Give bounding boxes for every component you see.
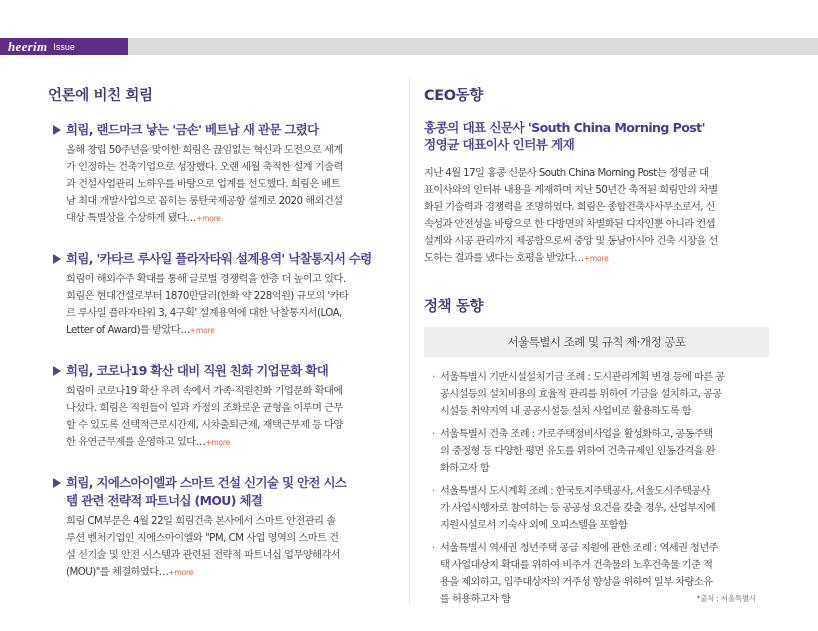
text-line: 지난 4월 17일 홍콩 신문사 South China Morning Post는 정영균 대 (424, 168, 709, 179)
policy-item: · 서울특별시 도시계획 조례 : 한국토지주택공사, 서울도시주택공사 가 사업시행자로 참여하는 등 공공성 요건을 갖출 경우, 산업부지에 지원시설로서 기숙사 외에 오피스텔을 포함함 (424, 483, 769, 534)
text-line: 설계와 시공 관리까지 제공함으로써 중앙 및 동남아시아 건축 시장을 선 (424, 236, 718, 247)
brand-label (0, 38, 128, 55)
text-line: 가 인정하는 건축기업으로 성장했다. 오랜 세월 축적한 설계 기술력 (66, 162, 343, 173)
ceo-article (424, 119, 769, 267)
text-line: 한 유연근무제를 운영하고 있다…+more (66, 437, 231, 448)
more-link[interactable]: +more (205, 438, 231, 447)
policy-list (424, 369, 769, 608)
brand-sub: Issue (53, 41, 75, 52)
bullet-icon: · (432, 543, 435, 554)
bullet-icon: · (432, 429, 435, 440)
article-title[interactable]: 희림, 지에스아이엘과 스마트 건설 신기술 및 안전 시스 템 관련 전략적 파트너십 (MOU) 체결 (66, 475, 347, 508)
section-title-policy: 정책 동향 (424, 299, 484, 315)
text-line: 희림 CM부문은 4월 22일 희림건축 본사에서 스마트 안전관리 솔 (66, 516, 336, 527)
article-title[interactable]: 희림, 코로나19 확산 대비 직원 친화 기업문화 확대 (66, 363, 329, 378)
text-line: 남 최대 개발사업으로 꼽히는 롱탄국제공항 설계로 2020 해외건설 (66, 196, 343, 207)
text-line: 루션 벤처기업인 지에스아이엘와 "PM, CM 사업 영역의 스마트 건 (66, 533, 339, 544)
text-line: 설 신기술 및 안전 시스템과 관련된 전략적 파트너십 업무양해각서 (66, 550, 341, 561)
policy-item: · 서울특별시 역세권 청년주택 공급 지원에 관한 조례 : 역세권 청년주 택 사업대상지 확대를 위하여 비주거 건축물의 노후건축물 기준 적 용을 제외하고, 입주대상자의 거주성 향상을 위하여 일부 차량소유 를 허용하고자 함 (424, 540, 769, 608)
more-link[interactable]: +more (189, 326, 215, 335)
text-line: 할 수 있도록 선택적근로시간제, 시차출퇴근제, 재택근무제 등 다양 (66, 420, 343, 431)
news-column (48, 84, 394, 581)
article-3 (48, 362, 394, 451)
source-note: *출처 : 서울특별시 (696, 594, 756, 603)
policy-item: · 서울특별시 기반시설설치기금 조례 : 도시관리계획 변경 등에 따른 공 공시설등의 설치비용의 효율적 관리를 위하여 기금을 설치하고, 공공 시설등 취약지역 내 공공시설등 설치 사업비로 활용하도록 함 (424, 369, 769, 420)
arrow-right-icon (53, 478, 61, 488)
policy-item: · 서울특별시 건축 조례 : 가로주택정비사업을 활성화하고, 공동주택 의 중정형 등 다양한 평면 유도를 위하여 건축규제인 인동간격을 완 화하고자 함 (424, 426, 769, 477)
brand-logo: heerim (8, 38, 48, 54)
article-1 (48, 121, 394, 227)
text-line: 희림이 코로나19 확산 우려 속에서 가족·직원친화 기업문화 확대에 (66, 386, 343, 397)
arrow-right-icon (53, 125, 61, 135)
policy-box-title: 서울특별시 조례 및 규칙 제·개정 공포 (424, 327, 769, 357)
ceo-article-title[interactable]: 홍콩의 대표 신문사 'South China Morning Post' 정영균 대표이사 인터뷰 게재 (424, 120, 705, 152)
text-line: 르 루사일 플라자타워 3, 4구획' 설계용역에 대한 낙찰통지서(LOA, (66, 308, 342, 319)
article-title[interactable]: 희림, 랜드마크 낳는 '금손' 베트남 새 관문 그렸다 (66, 122, 319, 137)
more-link[interactable]: +more (196, 214, 221, 223)
text-line: 올해 창립 50주년을 맞이한 희림은 끊임없는 혁신과 도전으로 세계 (66, 145, 343, 156)
ceo-article-body (424, 165, 769, 267)
bullet-icon: · (432, 372, 435, 383)
text-line: 나섰다. 희림은 직원들이 일과 가정의 조화로운 균형을 이루며 근무 (66, 403, 343, 414)
text-line: 희림은 현대건설로부터 1870만달러(한화 약 228억원) 규모의 '카타 (66, 291, 349, 302)
article-body (66, 142, 394, 227)
ceo-policy-column (424, 84, 769, 608)
article-body (66, 513, 394, 581)
section-title-ceo: CEO동향 (424, 88, 483, 104)
more-link[interactable]: +more (583, 254, 609, 263)
article-body (66, 383, 394, 451)
article-body (66, 271, 394, 339)
text-line: 표이사와의 인터뷰 내용을 게재하며 지난 50년간 축적된 희림만의 차별 (424, 185, 718, 196)
article-2 (48, 250, 394, 339)
text-line: (MOU)"를 체결하였다…+more (66, 567, 194, 578)
section-title-press: 언론에 비친 희림 (48, 88, 153, 104)
text-line: 희림이 해외수주 확대를 통해 글로벌 경쟁력을 한층 더 높이고 있다. (66, 274, 346, 285)
text-line: 과 건설사업관리 노하우를 바탕으로 업계를 선도했다. 희림은 베트 (66, 179, 341, 190)
column-divider (409, 78, 410, 605)
text-line: 속성과 안전성을 바탕으로 한 다방면의 차별화된 디자인뿐 아니라 컨셉 (424, 219, 715, 230)
text-line: 화된 기술력과 경쟁력을 조명하였다. 희림은 종합건축사사무소로서, 신 (424, 202, 715, 213)
bullet-icon: · (432, 486, 435, 497)
text-line: 도하는 결과를 냈다는 호평을 받았다…+more (424, 253, 609, 264)
arrow-right-icon (53, 254, 61, 264)
article-4 (48, 474, 394, 581)
article-title[interactable]: 희림, '카타르 루사일 플라자타워 설계용역' 낙찰통지서 수령 (66, 251, 372, 266)
text-line: 대상 특별상을 수상하게 됐다…+more (66, 213, 221, 224)
arrow-right-icon (53, 366, 61, 376)
text-line: Letter of Award)를 받았다…+more (66, 325, 215, 336)
more-link[interactable]: +more (168, 568, 194, 577)
